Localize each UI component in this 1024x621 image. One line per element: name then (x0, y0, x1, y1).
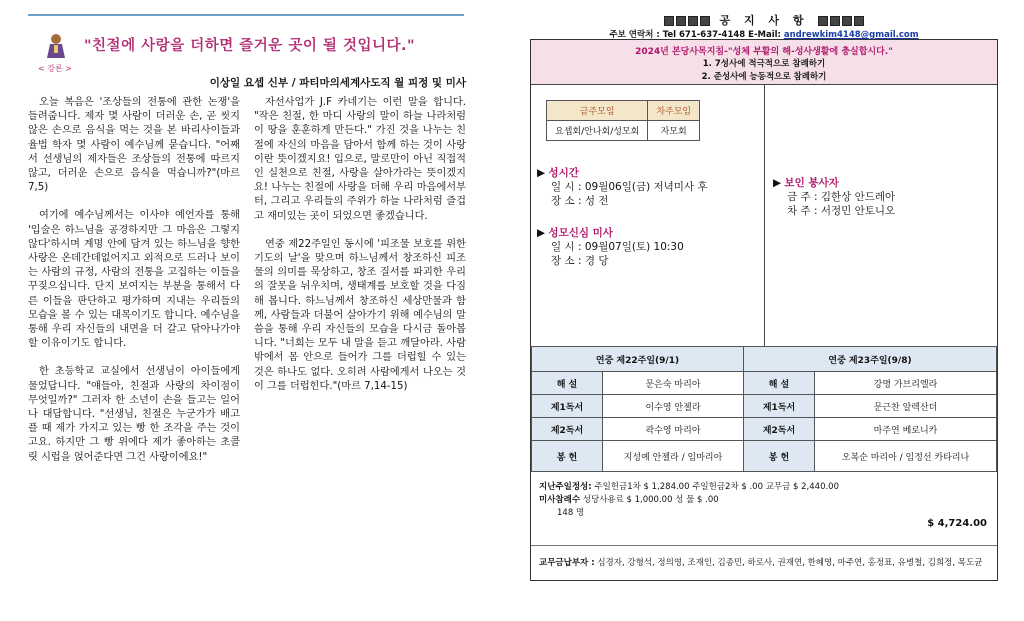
table-cell: 자모회 (648, 121, 700, 141)
volunteer-section: ▶ 보인 봉사자 금 주 : 김한상 안드레아 차 주 : 서정민 안토니오 (773, 177, 896, 217)
homily-title: "친절에 사랑을 더하면 즐거운 곳이 될 것입니다." (84, 38, 416, 54)
table-row: 봉 헌 지성예 안젤라 / 임마리아 봉 헌 오복순 마리아 / 임정선 카타리나 (532, 441, 997, 472)
gatherings-table (546, 100, 700, 141)
marian-mass-section: ▶ 성모신심 미사 일 시 : 09월07일(토) 10:30 장 소 : 경 당 (537, 227, 684, 267)
homily-column-1 (28, 96, 240, 479)
paragraph: 오늘 복음은 '조상들의 전통에 관한 논쟁'을 들려줍니다. 제자 몇 사람이 더러운 손, 곧 씻지 않은 손으로 음식을 먹는 것을 본 바리사이들과 율법 학자 몇 사람이 예수님께 묻습니다. "어째서 선생님의 제자들은 조상들의 전통에 따르지 않고, 더러운 손으로 음식을 먹습니까?"(마르 7,5) (28, 97, 240, 194)
arrow-icon: ▶ (537, 227, 549, 239)
header-cell: 차주모임 (648, 101, 700, 121)
holy-hour-section: ▶ 성시간 일 시 : 09월06일(금) 저녁미사 후 장 소 : 성 전 (537, 167, 708, 207)
paragraph: 연중 제22주일인 동시에 '피조물 보호를 위한 기도의 날'을 맞으며 하느님께서 창조하신 피조물의 의미를 묵상하고, 창조 질서를 파괴한 우리의 잘못을 뉘우치며, 생태계를 보호할 것을 다짐해 봅니다. 하느님께서 창조하신 세상만물과 함께, 사람들과 더불어 살아가기 위해 예수님의 말씀을 통해 우리 자신들의 모습을 다시금 돌아봅니다. "너희는 모두 내 말을 듣고 깨달아라. 사람 밖에서 몸 안으로 들어가 그를 더럽힐 수 있는 것은 하나도 없다. 오히려 사람에게서 나오는 것이 그를 더럽힌다."(마르 7,14-15) (254, 238, 466, 392)
paragraph: 자선사업가 J.F 카네기는 이런 말을 합니다. "작은 친절, 한 마디 사랑의 말이 하늘 나라처럼 이 땅을 훈훈하게 만든다." 가진 것을 나누는 친절에 자신의 마음을 담아서 함께 하는 것이 사랑이란 뜻이겠지요! 입으로, 말로만이 아닌 직접적인 실천으로 친절, 사랑을 살아가라는 뜻이겠지요! 나누는 친절에 사랑을 더해 우리 마음에서부터, 그리고 우리들의 주위가 하늘 나라처럼 즐겁고 재미있는 곳이 되었으면 좋겠습니다. (254, 97, 466, 222)
liturgy-roles-table (531, 346, 997, 472)
header-cell: 금주모임 (547, 101, 648, 121)
contact-line: 주보 연락처 : Tel 671-637-4148 E-Mail: andrewkim4148@gmail.com (609, 30, 919, 40)
banner-line-3: 2. 준성사에 능동적으로 참례하기 (701, 72, 827, 82)
homily-column-2 (254, 96, 466, 408)
donor-list: 교무금납부자 : 심경자, 강형석, 정의영, 조재인, 김종민, 하로사, 권재연, 한혜영, 마주연, 홍정표, 유병철, 김희정, 목도균 (539, 558, 983, 568)
paragraph: 한 초등학교 교실에서 선생님이 아이들에게 물었답니다. "얘들아, 친절과 사랑의 차이점이 무엇일까?" 그러자 한 소년이 손을 들고는 일어나 대답합니다. "선생님, 친절은 누군가가 배고플 때 제가 가지고 있는 빵 한 조각을 주는 것이고요. 하지만 그 빵 위에다 제가 좋아하는 초콜릿 시럽을 얹어준다면 그건 사랑이에요!" (28, 366, 240, 463)
week-header: 연중 제23주일(9/8) (744, 347, 997, 372)
table-cell: 요셉회/안나회/성모회 (547, 121, 648, 141)
table-row: 제1독서 이수영 안젤라 제1독서 문근찬 알렉산더 (532, 395, 997, 418)
sermon-label: < 강론 > (38, 64, 72, 73)
arrow-icon: ▶ (773, 177, 785, 189)
arrow-icon: ▶ (537, 167, 549, 179)
column-divider (764, 84, 765, 346)
pastoral-banner (531, 40, 997, 85)
notice-title: 공 지 사 항 (530, 12, 998, 28)
offering-summary: 지난주일정성: 주일헌금1차 $ 1,284.00 주일헌금2차 $ .00 교무금 $ 2,440.00 미사참례수 성당사용료 $ 1,000.00 성 물 $ .00 148 명 (539, 482, 839, 518)
notice-panel (530, 12, 998, 578)
offering-total: $ 4,724.00 (927, 518, 987, 529)
table-row: 제2독서 곽수영 마리아 제2독서 마주연 베로니카 (532, 418, 997, 441)
week-header: 연중 제22주일(9/1) (532, 347, 744, 372)
banner-line-2: 1. 7성사에 적극적으로 참례하기 (702, 59, 826, 69)
divider (531, 545, 997, 546)
paragraph: 여기에 예수님께서는 이사야 예언자를 통해 '입술은 하느님을 공경하지만 그 마음은 그렇지 않다'하시며 계명 안에 담겨 있는 하느님을 향한 사랑은 온데간데없어지고 외적으로 드러나 보이는 사람의 규정, 사람의 전통을 고집하는 이들을 꾸짖으십니다. 단지 보여지는 부분을 통해서 다른 이들을 판단하고 평가하며 지내는 우리들의 모습을 볼 수 있는 대목이기도 합니다. 예수님을 통해 우리 자신들의 내면을 더 갈고 닦아나가야 할 이유이기도 합니다. (28, 210, 240, 350)
notice-frame (530, 39, 998, 581)
priest-icon (44, 32, 68, 58)
homily-column (28, 14, 466, 614)
table-row: 해 설 문은숙 마리아 해 설 강명 가브리엘라 (532, 372, 997, 395)
email-link[interactable]: andrewkim4148@gmail.com (783, 30, 919, 40)
top-rule (28, 14, 464, 16)
attendance-count: 148 명 (557, 508, 585, 518)
homily-byline: 이상일 요셉 신부 / 파티마의세계사도직 월 피정 및 미사 (209, 77, 466, 89)
banner-line-1: 2024년 본당사목지침-"성체 부활의 해-성사생활에 충실합시다." (635, 47, 893, 57)
